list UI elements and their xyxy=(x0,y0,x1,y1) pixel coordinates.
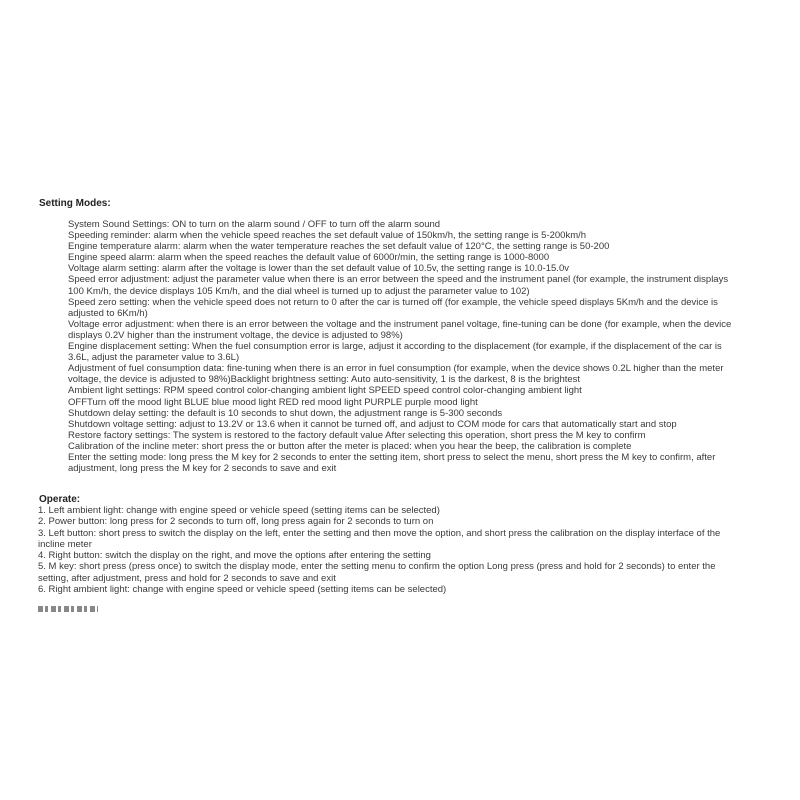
setting-mode-item: Restore factory settings: The system is restored to the factory default value After selecting this operation, short press the M key to confirm xyxy=(68,429,646,441)
setting-mode-item: Engine temperature alarm: alarm when the water temperature reaches the set default value of 120°C, the setting range is 50-200 xyxy=(68,241,610,253)
operate-list xyxy=(38,505,748,595)
operate-item: 1. Left ambient light: change with engine speed or vehicle speed (setting items can be selected) xyxy=(38,505,440,516)
setting-mode-item: Engine displacement setting: When the fuel consumption error is large, adjust it according to the displacement (for example, if the displacement of the car is 3.6L, adjust the parameter value to 3.6L) xyxy=(68,341,722,364)
setting-mode-item: Shutdown delay setting: the default is 10 seconds to shut down, the adjustment range is 5-300 seconds xyxy=(68,407,503,419)
setting-modes-heading: Setting Modes: xyxy=(39,198,111,209)
operate-item: 4. Right button: switch the display on the right, and move the options after entering the setting xyxy=(38,550,431,562)
setting-mode-item: Shutdown voltage setting: adjust to 13.2V or 13.6 when it cannot be turned off, and adjust to COM mode for cars that automatically start and stop xyxy=(68,418,677,430)
setting-mode-item: Speeding reminder: alarm when the vehicle speed reaches the set default value of 150km/h, the setting range is 5-200km/h xyxy=(68,230,587,242)
setting-mode-item: Voltage alarm setting: alarm after the voltage is lower than the set default value of 10.5v, the setting range is 10.0-15.0v xyxy=(68,263,569,275)
setting-mode-item: Ambient light settings: RPM speed control color-changing ambient light SPEED speed control color-changing ambient light xyxy=(68,385,582,397)
setting-modes-list xyxy=(68,219,744,474)
operate-item: 3. Left button: short press to switch the display on the left, enter the setting and then move the option, and short press the calibration on the display interface of the incline meter xyxy=(38,527,721,550)
setting-mode-item: Calibration of the incline meter: short press the or button after the meter is placed: when you hear the beep, the calibration is complete xyxy=(68,440,632,452)
cut-off-text-line xyxy=(38,606,98,612)
setting-mode-item: OFFTurn off the mood light BLUE blue mood light RED red mood light PURPLE purple mood light xyxy=(68,396,478,408)
operate-item: 6. Right ambient light: change with engine speed or vehicle speed (setting items can be selected) xyxy=(38,584,447,596)
setting-mode-item: Enter the setting mode: long press the M key for 2 seconds to enter the setting item, short press to select the menu, short press the M key to confirm, after adjustment, long press the M key for 2 seconds to save and exit xyxy=(68,451,716,475)
setting-mode-item: Speed error adjustment: adjust the parameter value when there is an error between the speed and the instrument panel (for example, the instrument displays 100 Km/h, the device displays 105 Km/h, and the dial wheel is turned up to adjust the parameter value to 102) xyxy=(68,274,729,297)
setting-mode-item: System Sound Settings: ON to turn on the alarm sound / OFF to turn off the alarm sound xyxy=(68,219,441,230)
setting-mode-item: Voltage error adjustment: when there is an error between the voltage and the instrument panel voltage, fine-tuning can be done (for example, when the device displays 0.2V higher than the instrument voltage, the device is adjusted to 98%) xyxy=(68,318,732,341)
setting-mode-item: Speed zero setting: when the vehicle speed does not return to 0 after the car is turned off (for example, the vehicle speed displays 5Km/h and the device is adjusted to 6Km/h) xyxy=(68,296,718,319)
operate-item: 2. Power button: long press for 2 seconds to turn off, long press again for 2 seconds to turn on xyxy=(38,516,434,528)
setting-mode-item: Adjustment of fuel consumption data: fine-tuning when there is an error in fuel consumption (for example, when the device shows 0.2L higher than the meter voltage, the device is adjusted to 98%)Backlight brightness setting: Auto auto-sensitivity, 1 is the darkest, 8 is the brightest xyxy=(68,363,724,386)
operate-item: 5. M key: short press (press once) to switch the display mode, enter the setting menu to confirm the option Long press (press and hold for 2 seconds) to enter the setting, after adjustment, press and hold for 2 seconds to save and exit xyxy=(38,561,716,584)
setting-mode-item: Engine speed alarm: alarm when the speed reaches the default value of 6000r/min, the setting range is 1000-8000 xyxy=(68,252,550,264)
operate-heading: Operate: xyxy=(39,494,81,505)
